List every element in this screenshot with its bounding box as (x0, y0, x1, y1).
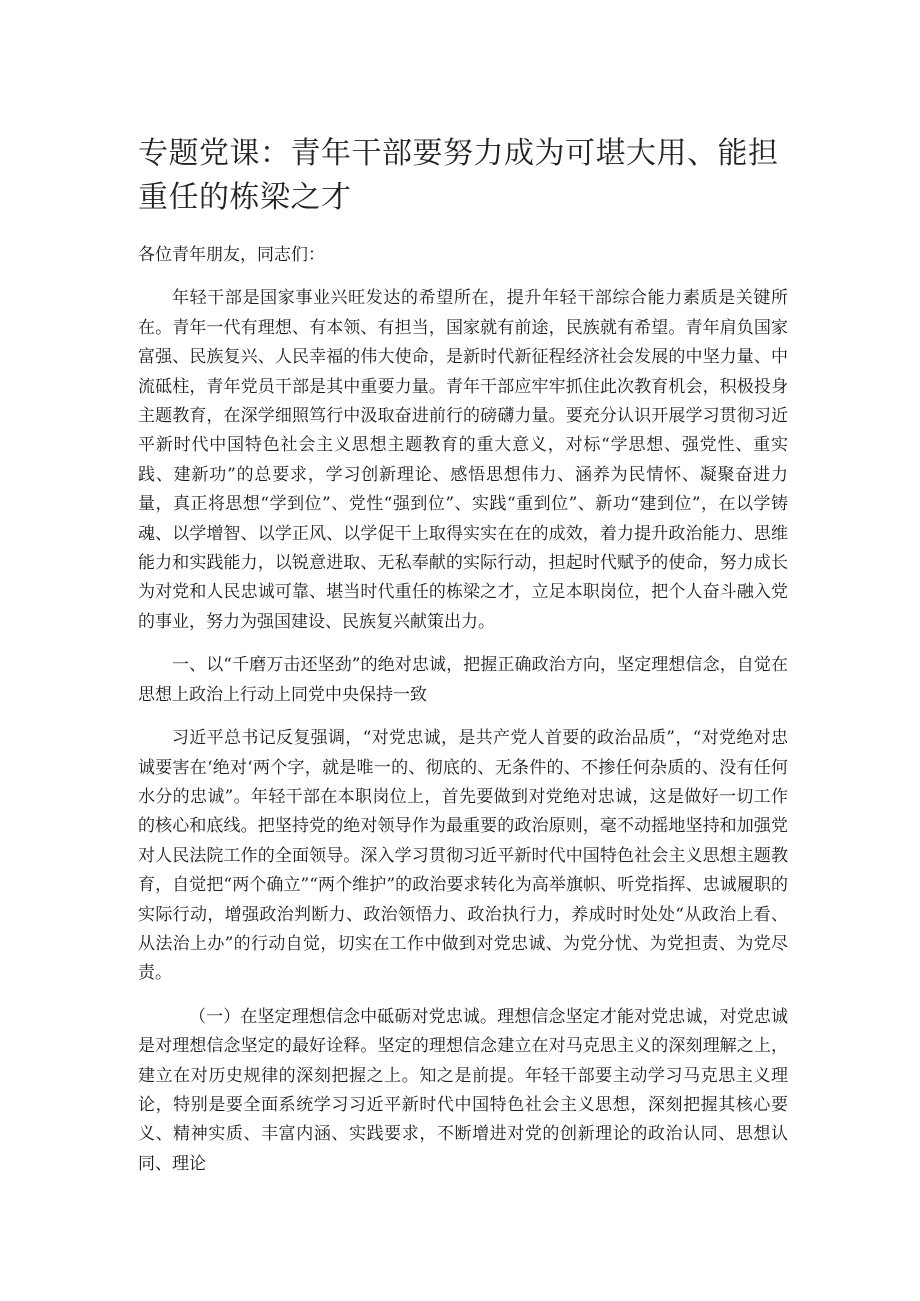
paragraph-section-1: 习近平总书记反复强调，“对党忠诚，是共产党人首要的政治品质”，“对党绝对忠诚要害在‘绝对‘两个字，就是唯一的、彻底的、无条件的、不掺任何杂质的、没有任何水分的忠诚”。年轻干部在本职岗位上，首先要做到对党绝对忠诚，这是做好一切工作的核心和底线。把坚持党的绝对领导作为最重要的政治原则，毫不动摇地坚持和加强党对人民法院工作的全面领导。深入学习贯彻习近平新时代中国特色社会主义思想主题教育，自觉把“两个确立”“两个维护”的政治要求转化为高举旗帜、听党指挥、忠诚履职的实际行动，增强政治判断力、政治领悟力、政治执行力，养成时时处处“从政治上看、从法治上办”的行动自觉，切实在工作中做到对党忠诚、为党分忧、为党担责、为党尽责。 (138, 728, 788, 984)
paragraph-intro: 年轻干部是国家事业兴旺发达的希望所在，提升年轻干部综合能力素质是关键所在。青年一代有理想、有本领、有担当，国家就有前途，民族就有希望。青年肩负国家富强、民族复兴、人民幸福的伟大使命，是新时代新征程经济社会发展的中坚力量、中流砥柱，青年党员干部是其中重要力量。青年干部应牢牢抓住此次教育机会，积极投身主题教育，在深学细照笃行中汲取奋进前行的磅礴力量。要充分认识开展学习贯彻习近平新时代中国特色社会主义思想主题教育的重大意义，对标“学思想、强党性、重实践、建新功”的总要求，学习创新理论、感悟思想伟力、涵养为民情怀、凝聚奋进力量，真正将思想“学到位”、党性“强到位”、实践“重到位”、新功“建到位”，在以学铸魂、以学增智、以学正风、以学促干上取得实实在在的成效，着力提升政治能力、思维能力和实践能力，以锐意进取、无私奉献的实际行动，担起时代赋予的使命，努力成长为对党和人民忠诚可靠、堪当时代重任的栋梁之才，立足本职岗位，把个人奋斗融入党的事业，努力为强国建设、民族复兴献策出力。 (138, 288, 788, 632)
section-heading-1: 一、以“千磨万击还坚劲”的绝对忠诚，把握正确政治方向，坚定理想信念，自觉在思想上政治上行动上同党中央保持一致 (138, 655, 788, 705)
document-body (138, 241, 788, 1179)
subsection-1: （一）在坚定理想信念中砥砺对党忠诚。理想信念坚定才能对党忠诚，对党忠诚是对理想信念坚定的最好诠释。坚定的理想信念建立在对马克思主义的深刻理解之上，建立在对历史规律的深刻把握之上。知之是前提。年轻干部要主动学习马克思主义理论，特别是要全面系统学习习近平新时代中国特色社会主义思想，深刻把握其核心要义、精神实质、丰富内涵、实践要求，不断增进对党的创新理论的政治认同、思想认同、理论 (138, 1006, 788, 1174)
greeting: 各位青年朋友，同志们： (138, 245, 325, 265)
document-title: 专题党课：青年干部要努力成为可堪大用、能担重任的栋梁之才 (138, 136, 779, 215)
